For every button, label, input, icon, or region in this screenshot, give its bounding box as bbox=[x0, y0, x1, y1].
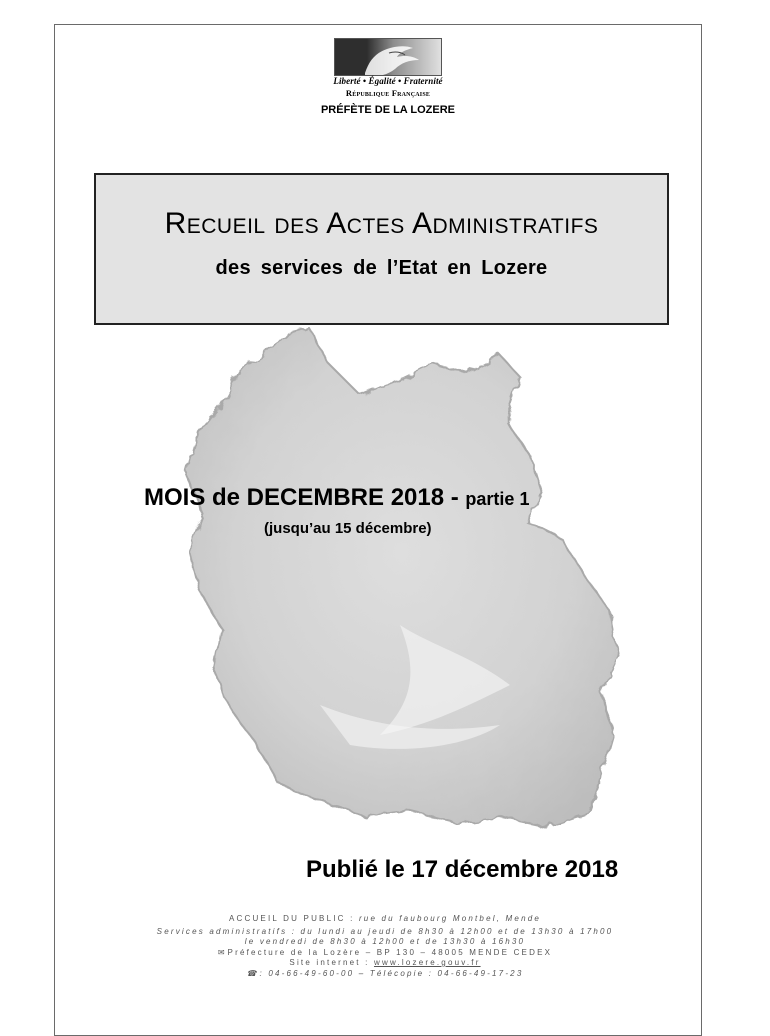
month-label: MOIS de DECEMBRE 2018 - bbox=[144, 484, 459, 511]
phone-numbers: : 04-66-49-60-00 – Télécopie : 04-66-49-17-23 bbox=[259, 968, 524, 978]
footer-services-2: le vendredi de 8h30 à 12h00 et de 13h30 à 16h30 bbox=[244, 937, 526, 946]
footer-accueil bbox=[140, 914, 630, 925]
postal-address: Préfecture de la Lozère – BP 130 – 48005 MENDE CEDEX bbox=[227, 947, 553, 957]
footer-contact bbox=[140, 914, 630, 979]
prefete-label: PRÉFÈTE DE LA LOZERE bbox=[320, 104, 456, 116]
logo-republique: République Française bbox=[345, 88, 431, 98]
logo-motto: Liberté • Égalité • Fraternité bbox=[333, 76, 443, 86]
footer-postal bbox=[140, 948, 630, 959]
mail-icon: ✉ bbox=[217, 947, 225, 957]
footer-phone bbox=[140, 969, 630, 980]
footer-services-1: Services administratifs : du lundi au jeudi de 8h30 à 12h00 et de 13h30 à 17h00 bbox=[156, 926, 614, 936]
marianne-logo bbox=[330, 38, 446, 104]
lozere-map-silhouette bbox=[170, 325, 630, 835]
accueil-label: ACCUEIL DU PUBLIC : bbox=[228, 914, 355, 923]
partie-label: partie 1 bbox=[465, 489, 530, 509]
title-box bbox=[94, 173, 669, 325]
until-label: (jusqu’au 15 décembre) bbox=[264, 520, 432, 537]
site-link[interactable]: www.lozere.gouv.fr bbox=[373, 958, 481, 967]
month-heading bbox=[144, 484, 529, 512]
title-line-1: Recueil des Actes Administratifs bbox=[164, 207, 599, 240]
accueil-address: rue du faubourg Montbel, Mende bbox=[358, 914, 542, 923]
site-label: Site internet : bbox=[289, 958, 370, 967]
title-line-2: des services de l’Etat en Lozere bbox=[215, 257, 548, 279]
phone-icon: ☎ bbox=[246, 968, 257, 978]
footer-site bbox=[140, 958, 630, 969]
marianne-logo-image bbox=[334, 38, 442, 76]
published-date: Publié le 17 décembre 2018 bbox=[306, 856, 619, 883]
